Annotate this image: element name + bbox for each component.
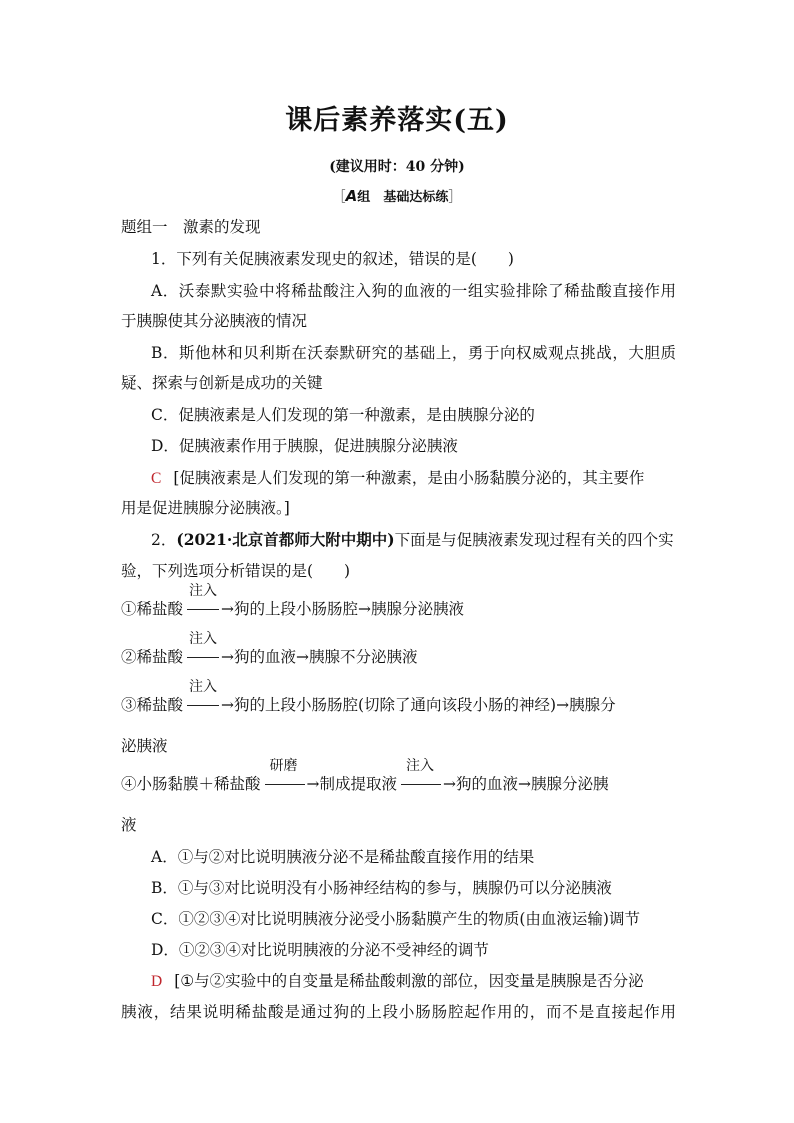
exp1-end: →狗的上段小肠肠腔→胰腺分泌胰液: [221, 600, 464, 618]
group-letter: A: [345, 187, 358, 205]
q1-stem: 1．下列有关促胰液素发现史的叙述，错误的是( ): [151, 250, 514, 268]
q2-stem-text: 下面是与促胰液素发现过程有关的四个实: [394, 531, 674, 549]
bracket-close: ］: [448, 190, 462, 205]
exp3-end: →狗的上段小肠肠腔(切除了通向该段小肠的神经)→胰腺分: [221, 696, 616, 714]
bracket-open: ［: [332, 190, 346, 205]
q2-option-b: B．①与③对比说明没有小肠神经结构的参与，胰腺仍可以分泌胰液: [151, 879, 612, 897]
exp2-start: ②稀盐酸: [121, 648, 184, 666]
exp1-start: ①稀盐酸: [121, 600, 184, 618]
exp4-start: ④小肠黏膜＋稀盐酸: [121, 775, 261, 793]
q2-explanation-line1: [151, 971, 676, 992]
q2-experiment-4-cont: 液: [121, 816, 137, 834]
q2-experiment-3-cont: 泌胰液: [121, 737, 168, 755]
section-heading: 题组一 激素的发现: [121, 218, 261, 236]
exp4-mid: →制成提取液: [306, 775, 398, 793]
q1-option-d: D．促胰液素作用于胰腺，促进胰腺分泌胰液: [151, 437, 458, 455]
q1-option-a-line2: 于胰腺使其分泌胰液的情况: [121, 312, 308, 330]
q2-option-d: D．①②③④对比说明胰液的分泌不受神经的调节: [151, 941, 489, 959]
q1-explanation-line2: 用是促进胰腺分泌胰液。]: [121, 499, 290, 517]
q2-explanation-text: [①与②实验中的自变量是稀盐酸刺激的部位，因变量是胰腺是否分泌: [174, 972, 644, 990]
inject-arrow: [185, 679, 219, 715]
q1-option-b-line1: B．斯他林和贝利斯在沃泰默研究的基础上，勇于向权威观点挑战，大胆质: [151, 344, 676, 362]
q2-number: 2．: [151, 531, 177, 549]
q2-experiment-3: [121, 679, 676, 715]
q1-option-c: C．促胰液素是人们发现的第一种激素，是由胰腺分泌的: [151, 406, 535, 424]
page-title: 课后素养落实(五): [285, 105, 509, 136]
q1-answer: C: [151, 470, 162, 487]
group-name: 基础达标练: [383, 190, 449, 205]
arrow-bar: [187, 705, 219, 706]
q1-explanation-line1: [151, 468, 676, 489]
arrow-bar: [401, 784, 441, 785]
q1-option-a-line1: A．沃泰默实验中将稀盐酸注入狗的血液的一组实验排除了稀盐酸直接作用: [151, 282, 676, 300]
q2-option-c: C．①②③④对比说明胰液分泌受小肠黏膜产生的物质(由血液运输)调节: [151, 910, 640, 928]
q2-stem-line1: [151, 530, 676, 550]
arrow-bar: [187, 657, 219, 658]
group-heading: [0, 186, 794, 205]
time-suggestion: (建议用时：40 分钟): [329, 159, 465, 175]
q2-answer: D: [151, 973, 163, 990]
q2-source: (2021·北京首都师大附中期中): [176, 530, 395, 549]
arrow-label: 研磨: [269, 758, 298, 774]
exp3-start: ③稀盐酸: [121, 696, 184, 714]
q2-experiment-4: [121, 758, 676, 794]
arrow-label: 注入: [189, 631, 218, 647]
inject-arrow: [185, 583, 219, 619]
arrow-bar: [265, 784, 305, 785]
exp2-end: →狗的血液→胰腺不分泌胰液: [221, 648, 418, 666]
inject-arrow: [185, 631, 219, 667]
q2-option-a: A．①与②对比说明胰液分泌不是稀盐酸直接作用的结果: [151, 848, 535, 866]
q2-experiment-2: [121, 631, 676, 667]
q1-explanation-text: [促胰液素是人们发现的第一种激素，是由小肠黏膜分泌的，其主要作: [173, 469, 645, 487]
q2-explanation-line2: 胰液，结果说明稀盐酸是通过狗的上段小肠肠腔起作用的，而不是直接起作用: [121, 1003, 676, 1021]
arrow-bar: [187, 609, 219, 610]
exp4-end: →狗的血液→胰腺分泌胰: [443, 775, 609, 793]
arrow-label: 注入: [406, 758, 435, 774]
q1-option-b-line2: 疑、探索与创新是成功的关键: [121, 374, 323, 392]
arrow-label: 注入: [189, 583, 218, 599]
inject-arrow: [399, 758, 441, 794]
arrow-label: 注入: [189, 679, 218, 695]
grind-arrow: [263, 758, 305, 794]
group-zu: 组: [357, 190, 371, 205]
q2-stem-line2: 验，下列选项分析错误的是( ): [121, 562, 351, 580]
q2-experiment-1: [121, 583, 676, 619]
